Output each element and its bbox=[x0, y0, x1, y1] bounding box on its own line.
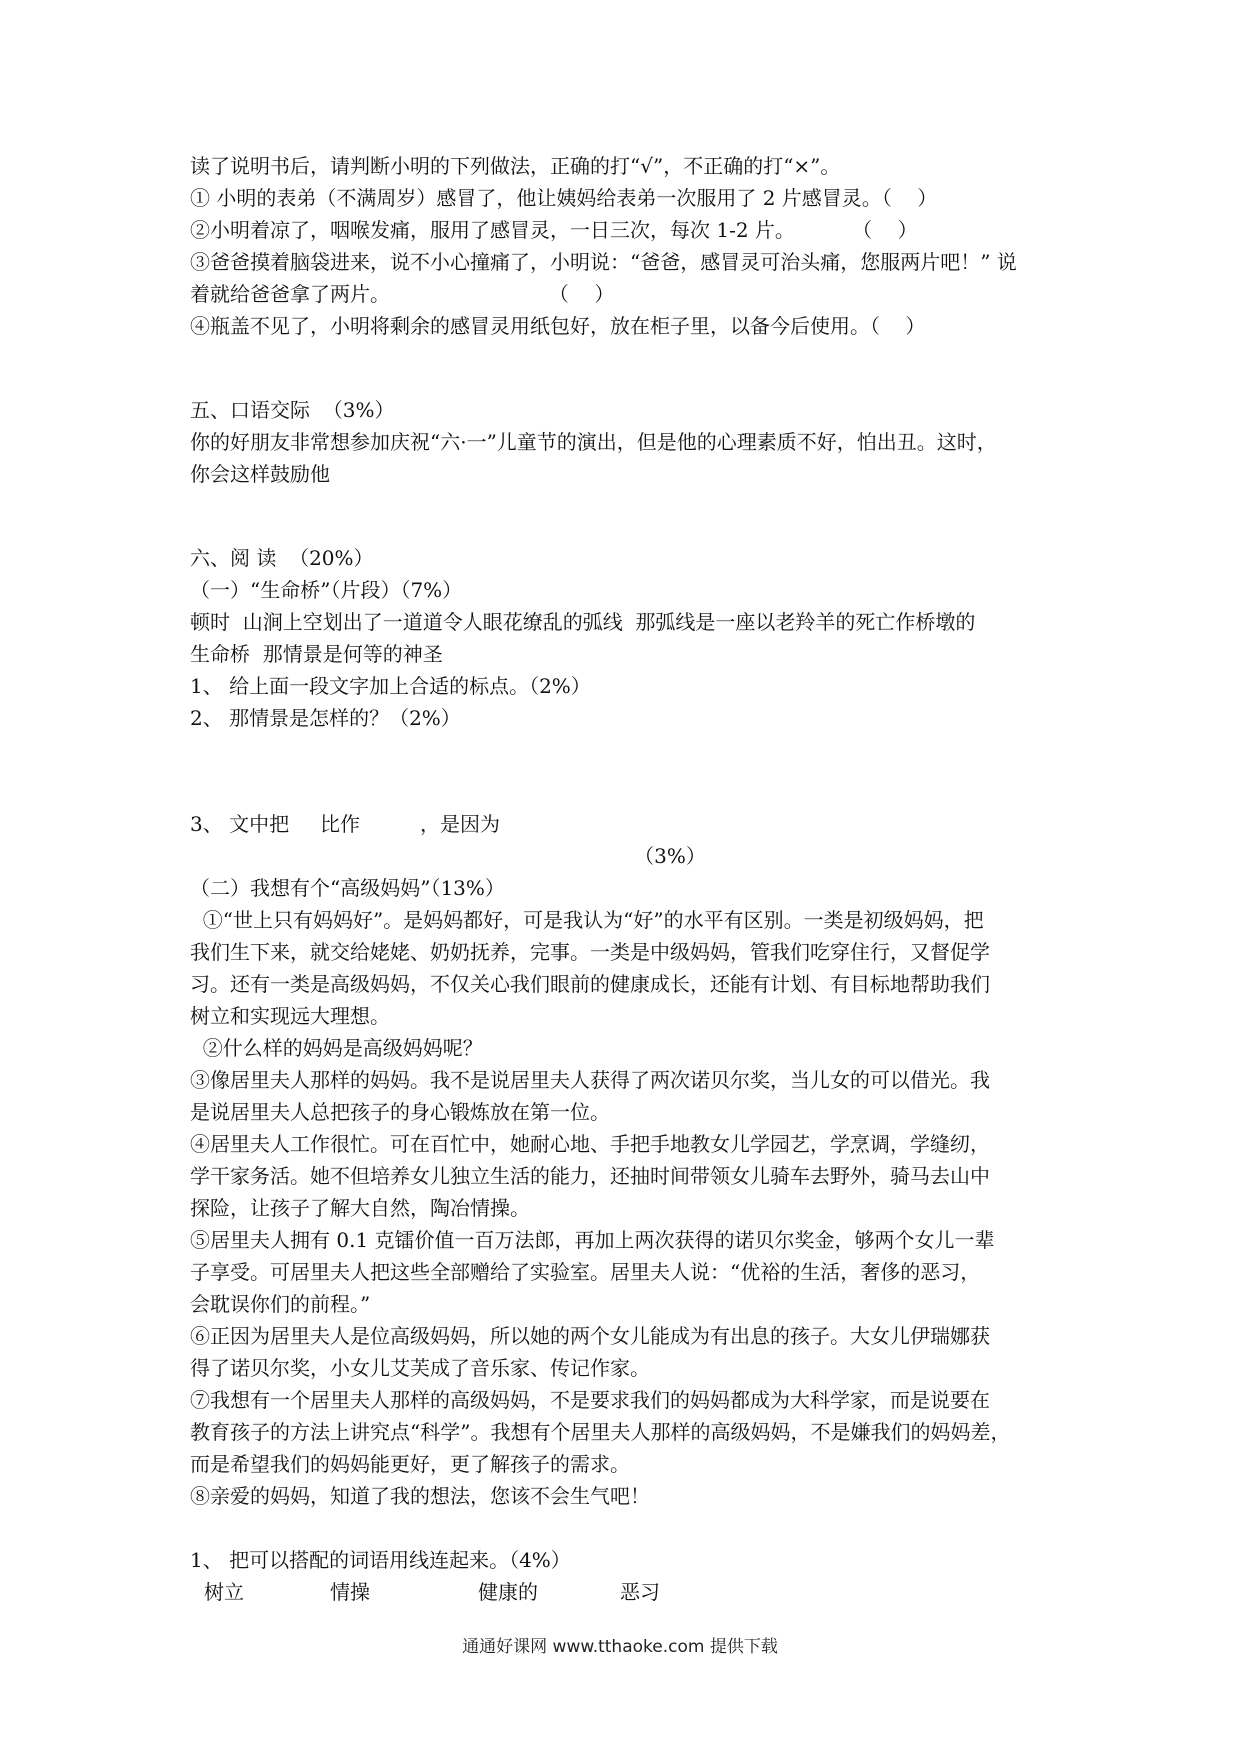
match-word: 恶习 bbox=[620, 1580, 660, 1604]
passage-line: 学干家务活。她不但培养女儿独立生活的能力，还抽时间带领女儿骑车去野外，骑马去山中 bbox=[190, 1164, 990, 1188]
question-3-part-a: 3、 文中把 bbox=[190, 812, 290, 836]
judgement-item-3: ③爸爸摸着脑袋进来，说不小心撞痛了，小明说：“爸爸，感冒灵可治头痛，您服两片吧！” 说 bbox=[190, 250, 1017, 274]
passage-line: 习。还有一类是高级妈妈，不仅关心我们眼前的健康成长，还能有计划、有目标地帮助我们 bbox=[190, 972, 990, 996]
judgement-item-3-cont: 着就给爸爸拿了两片。 （ ） bbox=[190, 282, 615, 306]
passage-line: ①“世上只有妈妈好”。是妈妈都好，可是我认为“好”的水平有区别。一类是初级妈妈，把 bbox=[190, 908, 984, 932]
judgement-item-4: ④瓶盖不见了，小明将剩余的感冒灵用纸包好，放在柜子里，以备今后使用。（ ） bbox=[190, 314, 926, 338]
passage-line: 教育孩子的方法上讲究点“科学”。我想有个居里夫人那样的高级妈妈，不是嫌我们的妈妈差， bbox=[190, 1420, 1011, 1444]
passage-line: 树立和实现远大理想。 bbox=[190, 1004, 390, 1028]
match-word: 情操 bbox=[330, 1580, 370, 1604]
passage-text-cont: 生命桥 那情景是何等的神圣 bbox=[190, 642, 443, 666]
passage-line: 是说居里夫人总把孩子的身心锻炼放在第一位。 bbox=[190, 1100, 610, 1124]
passage-line: ④居里夫人工作很忙。可在百忙中，她耐心地、手把手地教女儿学园艺，学烹调，学缝纫， bbox=[190, 1132, 990, 1156]
passage-line: 子享受。可居里夫人把这些全部赠给了实验室。居里夫人说：“优裕的生活，奢侈的恶习， bbox=[190, 1260, 981, 1284]
subsection-heading: （二）我想有个“高级妈妈”（13%） bbox=[190, 876, 505, 900]
passage-line: ⑤居里夫人拥有 0.1 克镭价值一百万法郎，再加上两次获得的诺贝尔奖金，够两个女儿一辈 bbox=[190, 1228, 995, 1252]
passage-line: 探险，让孩子了解大自然，陶冶情操。 bbox=[190, 1196, 530, 1220]
passage-line: 会耽误你们的前程。” bbox=[190, 1292, 371, 1316]
question-3-part-b: 比作 bbox=[320, 812, 360, 836]
question-1: 1、 给上面一段文字加上合适的标点。（2%） bbox=[190, 674, 591, 698]
judgement-item-1: ① 小明的表弟（不满周岁）感冒了，他让姨妈给表弟一次服用了 2 片感冒灵。（ ） bbox=[190, 186, 938, 210]
subsection-heading: （一）“生命桥”（片段）（7%） bbox=[190, 578, 463, 602]
section-text: 你的好朋友非常想参加庆祝“六·一”儿童节的演出，但是他的心理素质不好，怕出丑。这时， bbox=[190, 430, 997, 454]
question-3 bbox=[190, 808, 1070, 840]
passage-line: ⑧亲爱的妈妈，知道了我的想法，您该不会生气吧！ bbox=[190, 1484, 650, 1508]
instruction-text: 读了说明书后，请判断小明的下列做法，正确的打“√”，不正确的打“×”。 bbox=[190, 154, 841, 178]
judgement-item-2: ②小明着凉了，咽喉发痛，服用了感冒灵，一日三次，每次 1-2 片。 （ ） bbox=[190, 218, 918, 242]
match-words-row bbox=[190, 1576, 1070, 1608]
passage-line: ②什么样的妈妈是高级妈妈呢？ bbox=[190, 1036, 483, 1060]
passage-line: ⑦我想有一个居里夫人那样的高级妈妈，不是要求我们的妈妈都成为大科学家，而是说要在 bbox=[190, 1388, 990, 1412]
section-heading: 五、口语交际 （3%） bbox=[190, 398, 395, 422]
passage-line: 而是希望我们的妈妈能更好，更了解孩子的需求。 bbox=[190, 1452, 630, 1476]
passage-line: 得了诺贝尔奖，小女儿艾芙成了音乐家、传记作家。 bbox=[190, 1356, 650, 1380]
question-2: 2、 那情景是怎样的？（2%） bbox=[190, 706, 461, 730]
passage-line: 我们生下来，就交给姥姥、奶奶抚养，完事。一类是中级妈妈，管我们吃穿住行，又督促学 bbox=[190, 940, 990, 964]
section-heading: 六、阅 读 （20%） bbox=[190, 546, 374, 570]
passage-line: ⑥正因为居里夫人是位高级妈妈，所以她的两个女儿能成为有出息的孩子。大女儿伊瑞娜获 bbox=[190, 1324, 990, 1348]
match-word: 健康的 bbox=[478, 1580, 538, 1604]
passage-text: 顿时 山涧上空划出了一道道令人眼花缭乱的弧线 那弧线是一座以老羚羊的死亡作桥墩的 bbox=[190, 610, 976, 634]
section-text-cont: 你会这样鼓励他 bbox=[190, 462, 330, 486]
question-3-part-c: ，是因为 bbox=[420, 812, 500, 836]
question-3-score: （3%） bbox=[634, 844, 706, 868]
passage-line: ③像居里夫人那样的妈妈。我不是说居里夫人获得了两次诺贝尔奖，当儿女的可以借光。我 bbox=[190, 1068, 990, 1092]
match-word: 树立 bbox=[204, 1580, 244, 1604]
passage-paragraphs bbox=[190, 904, 1070, 1512]
page-footer: 通通好课网 www.tthaoke.com 提供下载 bbox=[462, 1637, 778, 1657]
document-body bbox=[190, 150, 1070, 1608]
question-match: 1、 把可以搭配的词语用线连起来。（4%） bbox=[190, 1548, 571, 1572]
